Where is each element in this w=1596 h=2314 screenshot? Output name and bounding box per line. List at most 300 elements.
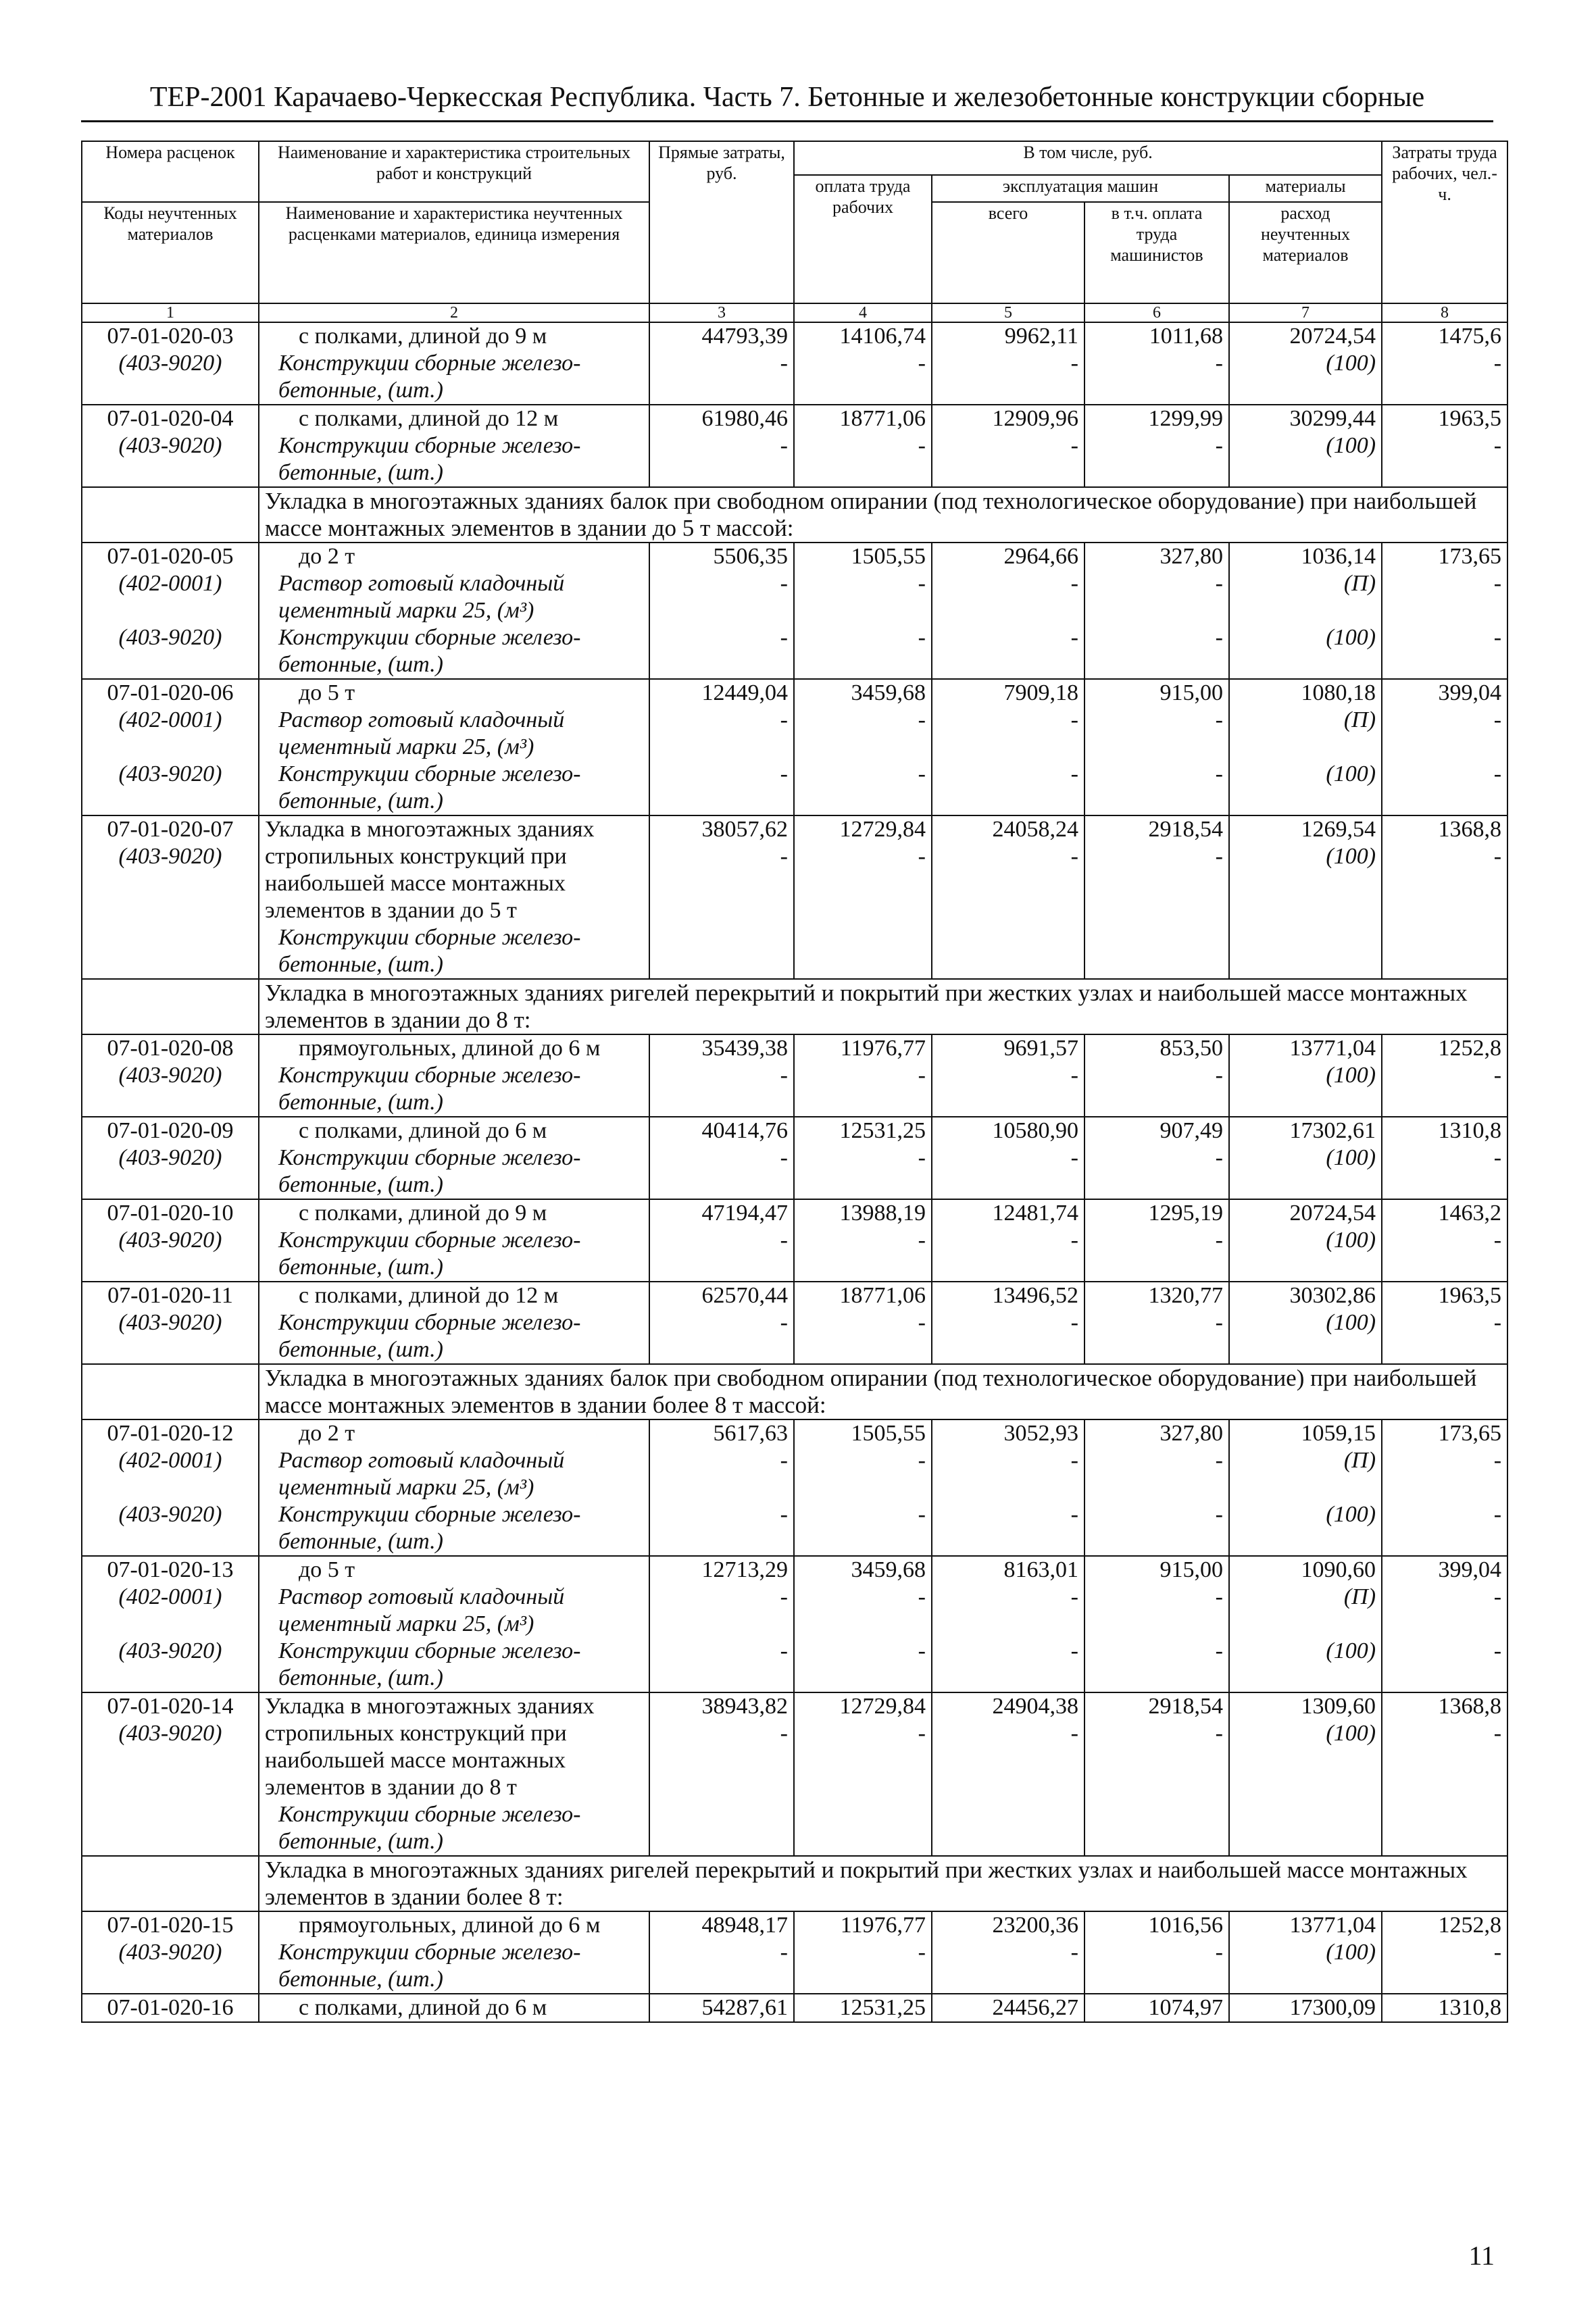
work-name-cell: [259, 322, 649, 405]
material-value: -: [1493, 1721, 1502, 1746]
material-value: -: [780, 1063, 788, 1088]
material-value: -: [1070, 761, 1078, 786]
material-value: -: [1215, 1638, 1223, 1663]
value-cell: [1229, 815, 1382, 979]
rate-value: 12729,84: [839, 1694, 926, 1719]
material-name: Конструкции сборные железо- бетонные, (шт.): [278, 351, 581, 403]
material-value: -: [1215, 1145, 1223, 1170]
material-value: (100): [1326, 625, 1376, 650]
material-value: -: [1070, 1228, 1078, 1253]
value-cell: [1229, 1199, 1382, 1282]
rate-value: 3052,93: [1003, 1421, 1078, 1446]
work-name: Укладка в многоэтажных зданиях стропильных конструкций при наибольшей массе монтажных элементов в здании до 8 т: [265, 1694, 595, 1800]
value-cell: [1084, 1419, 1229, 1556]
work-name: с полками, длиной до 12 м: [299, 406, 559, 431]
page-title: ТЕР-2001 Карачаево-Черкесская Республика. Часть 7. Бетонные и железобетонные конструкции сборные: [149, 82, 1425, 113]
material-value: -: [1493, 1502, 1502, 1527]
material-name: Раствор готовый кладочный цементный марки 25, (м³): [278, 1448, 565, 1500]
material-value: -: [918, 1584, 926, 1609]
value-cell: [1084, 1282, 1229, 1364]
value-cell: [1084, 1199, 1229, 1282]
material-value: -: [1070, 571, 1078, 596]
material-code: (403-9020): [118, 1721, 222, 1746]
material-value: -: [1215, 433, 1223, 458]
value-cell: [1084, 1692, 1229, 1856]
value-cell: [794, 1911, 932, 1994]
table-row: [82, 1199, 1507, 1282]
col-number: 6: [1084, 303, 1229, 322]
table-header: [82, 141, 1507, 322]
value-cell: [1229, 1556, 1382, 1692]
material-value: -: [780, 351, 788, 376]
rate-value: 5506,35: [713, 544, 788, 569]
material-value: -: [1070, 1310, 1078, 1335]
rate-value: 12531,25: [839, 1995, 926, 2020]
rate-value: 9962,11: [1004, 324, 1078, 349]
value-cell: [1382, 1282, 1507, 1364]
value-cell: [1229, 1994, 1382, 2022]
value-cell: [794, 1419, 932, 1556]
rate-value: 47194,47: [701, 1201, 788, 1226]
value-cell: [1229, 1911, 1382, 1994]
rate-value: 38943,82: [701, 1694, 788, 1719]
material-name: Конструкции сборные железо- бетонные, (шт.): [278, 1502, 581, 1554]
work-name: с полками, длиной до 12 м: [299, 1283, 559, 1308]
value-cell: [1229, 543, 1382, 679]
material-value: -: [918, 625, 926, 650]
col-number: 3: [649, 303, 794, 322]
value-cell: [932, 1199, 1084, 1282]
rate-value: 13988,19: [839, 1201, 926, 1226]
rate-value: 13771,04: [1289, 1913, 1376, 1938]
rate-value: 20724,54: [1289, 1201, 1376, 1226]
value-cell: [1084, 679, 1229, 815]
value-cell: [1382, 322, 1507, 405]
material-value: -: [1070, 1502, 1078, 1527]
material-value: -: [1070, 707, 1078, 732]
rate-value: 12531,25: [839, 1118, 926, 1143]
value-cell: [649, 1556, 794, 1692]
value-cell: [1084, 815, 1229, 979]
material-value: -: [1215, 1310, 1223, 1335]
value-cell: [1229, 1282, 1382, 1364]
material-value: -: [1070, 844, 1078, 869]
rate-value: 11976,77: [840, 1913, 926, 1938]
rate-value: 10580,90: [992, 1118, 1078, 1143]
rate-value: 1080,18: [1301, 680, 1376, 705]
material-value: (П): [1343, 707, 1376, 732]
material-name: Раствор готовый кладочный цементный марки 25, (м³): [278, 1584, 565, 1636]
rate-code-cell: [82, 1117, 259, 1199]
value-cell: [1084, 405, 1229, 487]
rate-value: 12713,29: [701, 1557, 788, 1582]
header-including: В том числе, руб.: [794, 141, 1382, 175]
rate-value: 7909,18: [1003, 680, 1078, 705]
rate-code: 07-01-020-09: [107, 1118, 234, 1143]
material-value: -: [1493, 761, 1502, 786]
rate-value: 1368,8: [1438, 817, 1502, 842]
material-value: -: [1493, 707, 1502, 732]
rate-value: 1475,6: [1438, 324, 1502, 349]
rate-value: 20724,54: [1289, 324, 1376, 349]
value-cell: [649, 1117, 794, 1199]
material-value: -: [1070, 1063, 1078, 1088]
rate-value: 35439,38: [701, 1036, 788, 1061]
rate-value: 30302,86: [1289, 1283, 1376, 1308]
value-cell: [932, 1692, 1084, 1856]
material-value: -: [918, 1063, 926, 1088]
value-cell: [932, 1994, 1084, 2022]
rate-value: 12481,74: [992, 1201, 1078, 1226]
material-value: -: [918, 1145, 926, 1170]
rate-value: 1310,8: [1438, 1118, 1502, 1143]
work-name-cell: [259, 1556, 649, 1692]
rate-code: 07-01-020-08: [107, 1036, 234, 1061]
rate-code-cell: [82, 1692, 259, 1856]
work-name: до 5 т: [299, 1557, 355, 1582]
rate-value: 5617,63: [713, 1421, 788, 1446]
work-name: прямоугольных, длиной до 6 м: [299, 1036, 601, 1061]
col-number: 5: [932, 303, 1084, 322]
rate-code: 07-01-020-15: [107, 1913, 234, 1938]
value-cell: [649, 1034, 794, 1117]
rate-value: 1299,99: [1148, 406, 1223, 431]
material-value: -: [780, 707, 788, 732]
material-value: (П): [1343, 1448, 1376, 1473]
rate-value: 1295,19: [1148, 1201, 1223, 1226]
rate-value: 1252,8: [1438, 1913, 1502, 1938]
material-value: (100): [1326, 1310, 1376, 1335]
value-cell: [1084, 1556, 1229, 1692]
col-number: 1: [82, 303, 259, 322]
header-labor-hours: Затраты труда рабочих, чел.-ч.: [1382, 141, 1507, 303]
value-cell: [1084, 1911, 1229, 1994]
rate-code-cell: [82, 1419, 259, 1556]
rate-value: 1309,60: [1301, 1694, 1376, 1719]
section-spacer: [82, 1364, 259, 1419]
material-value: (100): [1326, 761, 1376, 786]
table-row: [82, 405, 1507, 487]
material-value: -: [1070, 1584, 1078, 1609]
work-name-cell: [259, 1419, 649, 1556]
material-value: -: [1070, 351, 1078, 376]
material-value: -: [1215, 1502, 1223, 1527]
rate-value: 8163,01: [1003, 1557, 1078, 1582]
material-value: -: [1070, 1940, 1078, 1965]
material-value: -: [1215, 351, 1223, 376]
value-cell: [649, 679, 794, 815]
material-value: -: [918, 1940, 926, 1965]
rate-value: 12909,96: [992, 406, 1078, 431]
material-value: -: [780, 761, 788, 786]
header-materials: материалы: [1229, 175, 1382, 202]
material-value: -: [780, 625, 788, 650]
value-cell: [1382, 679, 1507, 815]
work-name: до 5 т: [299, 680, 355, 705]
value-cell: [1229, 1117, 1382, 1199]
rate-value: 13771,04: [1289, 1036, 1376, 1061]
material-value: (100): [1326, 1228, 1376, 1253]
rate-value: 173,65: [1438, 1421, 1502, 1446]
value-cell: [794, 679, 932, 815]
value-cell: [932, 1419, 1084, 1556]
value-cell: [794, 1282, 932, 1364]
material-value: (100): [1326, 1940, 1376, 1965]
material-value: -: [780, 1145, 788, 1170]
value-cell: [932, 815, 1084, 979]
table-row: [82, 543, 1507, 679]
material-name: Конструкции сборные железо- бетонные, (шт.): [278, 1063, 581, 1115]
section-heading: Укладка в многоэтажных зданиях балок при свободном опирании (под технологическое оборудование) при наибольшей массе монтажных элементов в здании более 8 т массой:: [259, 1364, 1507, 1419]
material-value: -: [1215, 707, 1223, 732]
work-name: с полками, длиной до 6 м: [299, 1118, 547, 1143]
material-value: -: [1493, 351, 1502, 376]
rate-code: 07-01-020-06: [107, 680, 234, 705]
value-cell: [649, 1419, 794, 1556]
rate-code: 07-01-020-16: [107, 1995, 234, 2020]
section-row: [82, 1856, 1507, 1911]
rate-value: 40414,76: [701, 1118, 788, 1143]
material-value: -: [1070, 1721, 1078, 1746]
value-cell: [932, 1556, 1084, 1692]
rate-code: 07-01-020-11: [107, 1283, 233, 1308]
rate-value: 18771,06: [839, 1283, 926, 1308]
work-name-cell: [259, 405, 649, 487]
work-name: Укладка в многоэтажных зданиях стропильных конструкций при наибольшей массе монтажных элементов в здании до 5 т: [265, 817, 595, 923]
col-number: 7: [1229, 303, 1382, 322]
rate-value: 48948,17: [701, 1913, 788, 1938]
work-name-cell: [259, 1911, 649, 1994]
rate-value: 1252,8: [1438, 1036, 1502, 1061]
material-value: -: [1215, 625, 1223, 650]
rate-value: 1036,14: [1301, 544, 1376, 569]
title-rule: [81, 120, 1493, 122]
material-code: (403-9020): [118, 1228, 222, 1253]
material-code: (403-9020): [118, 761, 222, 786]
value-cell: [932, 1911, 1084, 1994]
material-value: -: [1493, 571, 1502, 596]
value-cell: [1084, 1034, 1229, 1117]
work-name-cell: [259, 1117, 649, 1199]
value-cell: [1382, 1692, 1507, 1856]
header-material-codes: Коды неучтенных материалов: [82, 202, 259, 303]
rate-value: 38057,62: [701, 817, 788, 842]
material-name: Конструкции сборные железо- бетонные, (шт.): [278, 1145, 581, 1197]
value-cell: [1229, 322, 1382, 405]
value-cell: [1084, 322, 1229, 405]
material-value: -: [1493, 1448, 1502, 1473]
material-value: (П): [1343, 571, 1376, 596]
value-cell: [1229, 1034, 1382, 1117]
work-name: с полками, длиной до 6 м: [299, 1995, 547, 2020]
rate-value: 327,80: [1159, 544, 1223, 569]
material-value: -: [1493, 433, 1502, 458]
material-value: -: [780, 1584, 788, 1609]
work-name-cell: [259, 1282, 649, 1364]
material-code: (403-9020): [118, 844, 222, 869]
value-cell: [1229, 1692, 1382, 1856]
material-value: -: [1493, 625, 1502, 650]
rate-value: 62570,44: [701, 1283, 788, 1308]
material-value: -: [1215, 844, 1223, 869]
material-value: -: [918, 1310, 926, 1335]
section-heading: Укладка в многоэтажных зданиях ригелей перекрытий и покрытий при жестких узлах и наибольшей массе монтажных элементов в здании более 8 т:: [259, 1856, 1507, 1911]
rate-value: 1310,8: [1438, 1995, 1502, 2020]
material-value: (100): [1326, 1145, 1376, 1170]
material-name: Конструкции сборные железо- бетонные, (шт.): [278, 1228, 581, 1280]
rate-code-cell: [82, 405, 259, 487]
material-value: -: [1493, 1145, 1502, 1170]
material-value: -: [780, 1638, 788, 1663]
material-value: -: [1215, 1063, 1223, 1088]
rate-value: 1011,68: [1149, 324, 1223, 349]
rate-code: 07-01-020-13: [107, 1557, 234, 1582]
value-cell: [649, 1911, 794, 1994]
material-value: -: [1215, 1940, 1223, 1965]
rate-value: 1016,56: [1148, 1913, 1223, 1938]
rate-value: 1463,2: [1438, 1201, 1502, 1226]
work-name: с полками, длиной до 9 м: [299, 1201, 547, 1226]
rate-value: 915,00: [1159, 680, 1223, 705]
rate-value: 3459,68: [851, 1557, 926, 1582]
value-cell: [794, 322, 932, 405]
table-row: [82, 322, 1507, 405]
rate-code-cell: [82, 815, 259, 979]
material-value: -: [780, 1940, 788, 1965]
rate-code: 07-01-020-14: [107, 1694, 234, 1719]
rate-value: 2964,66: [1003, 544, 1078, 569]
header-work-name: Наименование и характеристика строительных работ и конструкций: [259, 141, 649, 202]
material-value: -: [1070, 625, 1078, 650]
rate-value: 24058,24: [992, 817, 1078, 842]
rate-code-cell: [82, 679, 259, 815]
material-value: -: [1215, 761, 1223, 786]
material-code: (403-9020): [118, 625, 222, 650]
material-value: -: [780, 433, 788, 458]
rate-code: 07-01-020-03: [107, 324, 234, 349]
material-value: -: [1215, 1721, 1223, 1746]
table-row: [82, 1034, 1507, 1117]
rate-code: 07-01-020-07: [107, 817, 234, 842]
value-cell: [1382, 1994, 1507, 2022]
table-body: [82, 322, 1507, 2022]
rate-value: 327,80: [1159, 1421, 1223, 1446]
rate-code: 07-01-020-04: [107, 406, 234, 431]
rate-value: 11976,77: [840, 1036, 926, 1061]
table-row: [82, 1117, 1507, 1199]
rate-value: 399,04: [1438, 680, 1502, 705]
section-row: [82, 487, 1507, 543]
col-number: 2: [259, 303, 649, 322]
rate-value: 3459,68: [851, 680, 926, 705]
material-code: (402-0001): [118, 707, 222, 732]
material-value: -: [918, 1721, 926, 1746]
value-cell: [1084, 543, 1229, 679]
material-value: -: [918, 1502, 926, 1527]
rate-code-cell: [82, 1911, 259, 1994]
material-value: (100): [1326, 1721, 1376, 1746]
table-row: [82, 1692, 1507, 1856]
material-value: -: [780, 1310, 788, 1335]
rate-value: 54287,61: [701, 1995, 788, 2020]
value-cell: [794, 815, 932, 979]
rate-value: 13496,52: [992, 1283, 1078, 1308]
material-code: (403-9020): [118, 1310, 222, 1335]
value-cell: [794, 1994, 932, 2022]
rate-code-cell: [82, 1556, 259, 1692]
table-row: [82, 1556, 1507, 1692]
value-cell: [649, 1199, 794, 1282]
rate-value: 1368,8: [1438, 1694, 1502, 1719]
section-heading: Укладка в многоэтажных зданиях балок при свободном опирании (под технологическое оборудование) при наибольшей массе монтажных элементов в здании до 5 т массой:: [259, 487, 1507, 543]
material-value: (100): [1326, 844, 1376, 869]
value-cell: [932, 1034, 1084, 1117]
rate-value: 12729,84: [839, 817, 926, 842]
header-worker-pay: оплата труда рабочих: [794, 175, 932, 303]
rate-value: 1505,55: [851, 1421, 926, 1446]
header-machines: эксплуатация машин: [932, 175, 1229, 202]
header-material-names: Наименование и характеристика неучтенных расценками материалов, единица измерения: [259, 202, 649, 303]
rate-value: 24456,27: [992, 1995, 1078, 2020]
material-code: (403-9020): [118, 1063, 222, 1088]
work-name-cell: [259, 815, 649, 979]
material-code: (403-9020): [118, 1145, 222, 1170]
value-cell: [1382, 815, 1507, 979]
value-cell: [649, 815, 794, 979]
material-name: Конструкции сборные железо- бетонные, (шт.): [278, 433, 581, 485]
rate-code-cell: [82, 1994, 259, 2022]
header-operator-pay: в т.ч. оплата труда машинистов: [1084, 202, 1229, 303]
value-cell: [1382, 1911, 1507, 1994]
rate-value: 17300,09: [1289, 1995, 1376, 2020]
work-name: до 2 т: [299, 544, 355, 569]
work-name-cell: [259, 679, 649, 815]
work-name-cell: [259, 1034, 649, 1117]
rate-value: 61980,46: [701, 406, 788, 431]
material-code: (403-9020): [118, 351, 222, 376]
rate-value: 12449,04: [701, 680, 788, 705]
value-cell: [932, 1117, 1084, 1199]
value-cell: [649, 1692, 794, 1856]
table-row: [82, 1994, 1507, 2022]
material-code: (403-9020): [118, 1940, 222, 1965]
value-cell: [932, 405, 1084, 487]
material-value: -: [1493, 1228, 1502, 1253]
rate-code-cell: [82, 322, 259, 405]
material-value: (100): [1326, 1063, 1376, 1088]
material-value: (100): [1326, 351, 1376, 376]
material-code: (403-9020): [118, 1638, 222, 1663]
material-value: -: [1215, 571, 1223, 596]
material-name: Раствор готовый кладочный цементный марки 25, (м³): [278, 707, 565, 759]
table-row: [82, 815, 1507, 979]
material-value: (100): [1326, 1638, 1376, 1663]
value-cell: [932, 1282, 1084, 1364]
section-row: [82, 979, 1507, 1034]
material-name: Конструкции сборные железо- бетонные, (шт.): [278, 761, 581, 813]
material-value: -: [918, 844, 926, 869]
material-value: -: [1070, 1448, 1078, 1473]
section-heading: Укладка в многоэтажных зданиях ригелей перекрытий и покрытий при жестких узлах и наибольшей массе монтажных элементов в здании до 8 т:: [259, 979, 1507, 1034]
material-value: -: [780, 1721, 788, 1746]
rate-value: 173,65: [1438, 544, 1502, 569]
rate-value: 44793,39: [701, 324, 788, 349]
work-name: прямоугольных, длиной до 6 м: [299, 1913, 601, 1938]
material-value: (100): [1326, 433, 1376, 458]
rate-value: 24904,38: [992, 1694, 1078, 1719]
material-name: Конструкции сборные железо- бетонные, (шт.): [278, 1940, 581, 1992]
table-row: [82, 1419, 1507, 1556]
